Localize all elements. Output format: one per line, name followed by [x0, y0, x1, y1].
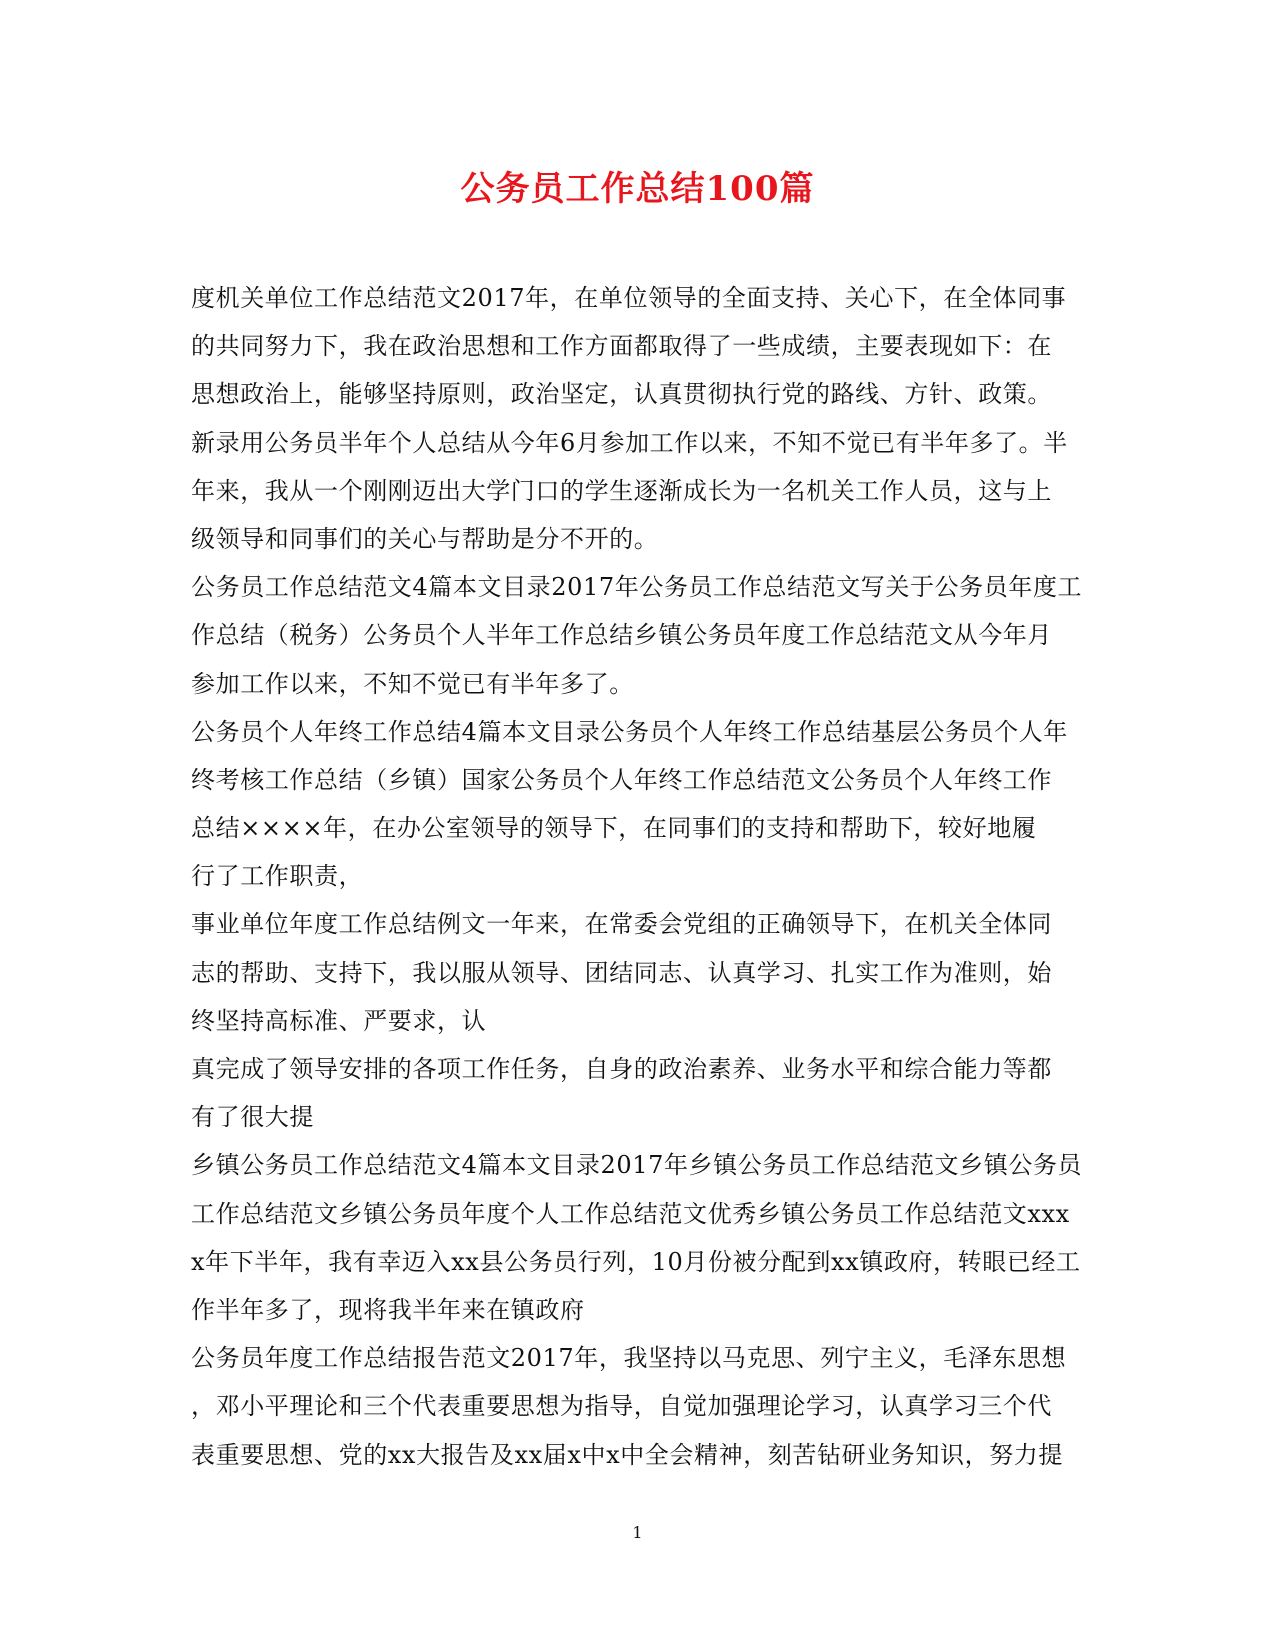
text-line: 思想政治上，能够坚持原则，政治坚定，认真贯彻执行党的路线、方针、政策。 [191, 380, 1052, 409]
text-line: 行了工作职责， [191, 862, 364, 891]
text-line: 公务员个人年终工作总结4篇本文目录公务员个人年终工作总结基层公务员个人年 [191, 717, 1068, 746]
text-line: 的共同努力下，我在政治思想和工作方面都取得了一些成绩，主要表现如下：在 [191, 332, 1052, 361]
page-number: 1 [632, 1523, 643, 1542]
text-line: 有了很大提 [191, 1103, 314, 1132]
text-line: 终考核工作总结（乡镇）国家公务员个人年终工作总结范文公务员个人年终工作 [191, 765, 1052, 794]
text-line: 事业单位年度工作总结例文一年来，在常委会党组的正确领导下，在机关全体同 [191, 910, 1052, 939]
text-line: 作半年多了，现将我半年来在镇政府 [191, 1295, 585, 1324]
text-line: 作总结（税务）公务员个人半年工作总结乡镇公务员年度工作总结范文从今年月 [191, 621, 1052, 650]
text-line: 级领导和同事们的关心与帮助是分不开的。 [191, 524, 659, 553]
text-line: 年来，我从一个刚刚迈出大学门口的学生逐渐成长为一名机关工作人员，这与上 [191, 476, 1052, 505]
text-line: 志的帮助、支持下，我以服从领导、团结同志、认真学习、扎实工作为准则，始 [191, 958, 1052, 987]
text-line: 表重要思想、党的xx大报告及xx届x中x中全会精神，刻苦钻研业务知识，努力提 [191, 1440, 1064, 1469]
text-line: 参加工作以来，不知不觉已有半年多了。 [191, 669, 634, 698]
text-line: 度机关单位工作总结范文2017年，在单位领导的全面支持、关心下，在全体同事 [191, 284, 1067, 312]
page-title: 公务员工作总结100篇 [460, 169, 815, 209]
text-line: ，邓小平理论和三个代表重要思想为指导，自觉加强理论学习，认真学习三个代 [191, 1392, 1052, 1421]
text-line: 乡镇公务员工作总结范文4篇本文目录2017年乡镇公务员工作总结范文乡镇公务员 [191, 1151, 1083, 1180]
text-line: 工作总结范文乡镇公务员年度个人工作总结范文优秀乡镇公务员工作总结范文xxx [191, 1199, 1070, 1228]
text-line: 公务员工作总结范文4篇本文目录2017年公务员工作总结范文写关于公务员年度工 [191, 573, 1083, 602]
text-line: 真完成了领导安排的各项工作任务，自身的政治素养、业务水平和综合能力等都 [191, 1055, 1052, 1083]
text-line: 新录用公务员半年个人总结从今年6月参加工作以来，不知不觉已有半年多了。半 [191, 428, 1068, 457]
text-line: 终坚持高标准、严要求，认 [191, 1006, 487, 1035]
text-line: 总结××××年，在办公室领导的领导下，在同事们的支持和帮助下，较好地履 [191, 814, 1037, 843]
text-line: 公务员年度工作总结报告范文2017年，我坚持以马克思、列宁主义，毛泽东思想 [191, 1344, 1067, 1373]
body-text [191, 274, 1091, 1479]
text-line: x年下半年，我有幸迈入xx县公务员行列，10月份被分配到xx镇政府，转眼已经工 [191, 1247, 1081, 1276]
